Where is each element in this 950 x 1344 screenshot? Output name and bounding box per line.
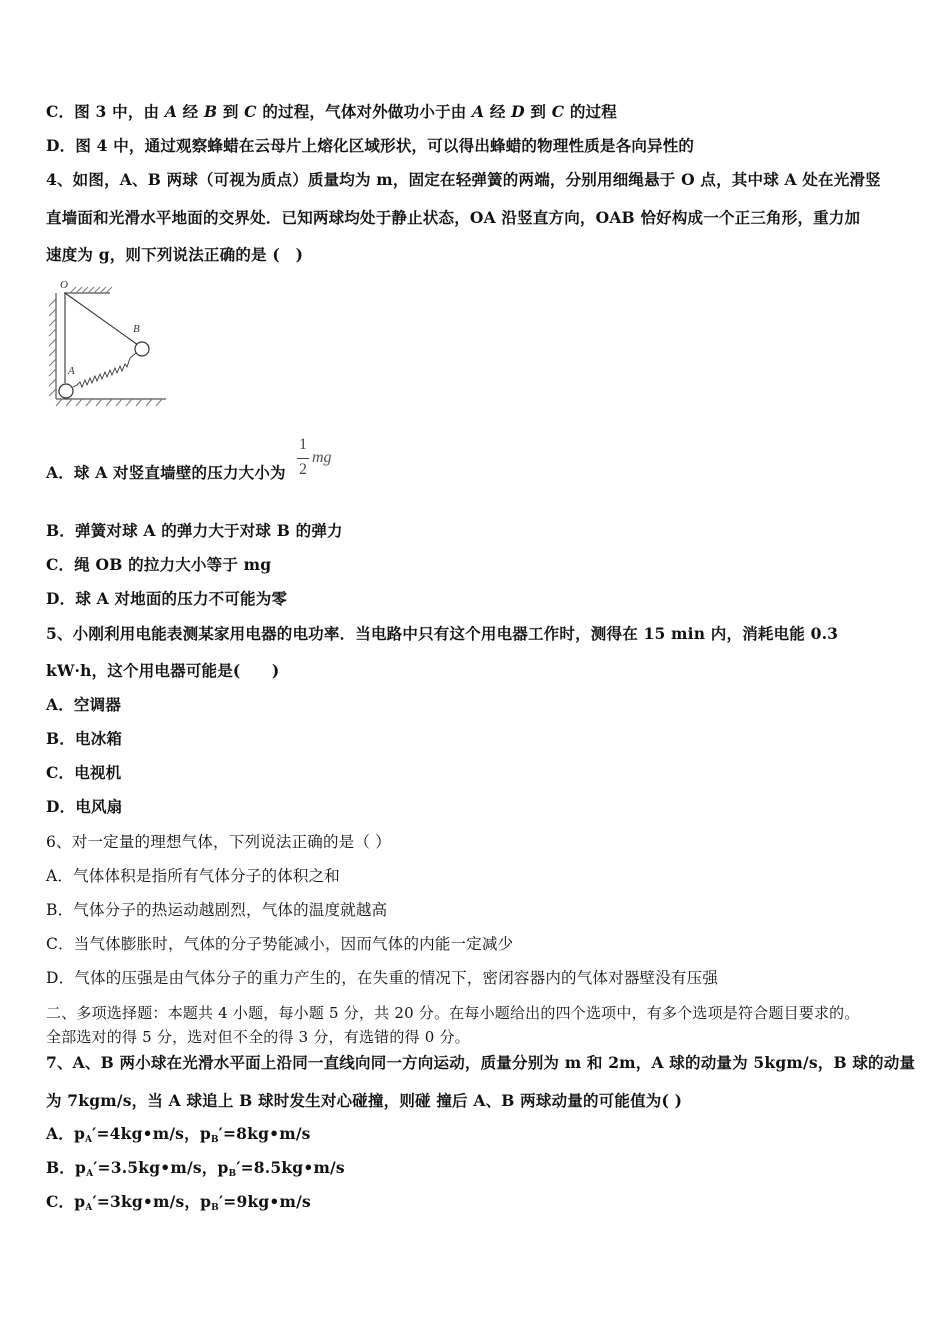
q7-option-b: B．$p_A'=3.5kg•m/s$，$p_B'=8.5kg•m/s$ <box>46 1158 345 1179</box>
label-b: B <box>133 323 140 335</box>
q5-stem-line-1: 5、小刚利用电能表测某家用电器的电功率．当电路中只有这个用电器工作时，测得在 15 min 内，消耗电能 0.3 <box>46 624 839 643</box>
section-2-header-line-2: 全部选对的得 5 分，选对但不全的得 3 分，有选错的得 0 分。 <box>46 1028 470 1046</box>
fraction-numerator: 1 <box>299 436 307 453</box>
fraction-bar <box>297 458 309 459</box>
q4-option-d: D．球 A 对地面的压力不可能为零 <box>46 589 288 608</box>
q4-stem-line-3: 速度为 g，则下列说法正确的是 ( ) <box>46 245 304 264</box>
q4-option-a: A．球 A 对竖直墙壁的压力大小为 <box>46 463 286 482</box>
q5-option-b: B．电冰箱 <box>46 729 123 748</box>
q7-stem-line-2: 为 7kgm/s，当 A 球追上 B 球时发生对心碰撞，则碰 撞后 A、B 两球动量的可能值为( ) <box>46 1091 683 1110</box>
q6-option-b: B．气体分子的热运动越剧烈，气体的温度就越高 <box>46 901 388 919</box>
q6-option-c: C．当气体膨胀时，气体的分子势能减小，因而气体的内能一定减少 <box>46 935 514 953</box>
q5-option-c: C．电视机 <box>46 763 122 782</box>
q4-stem-line-2: 直墙面和光滑水平地面的交界处．已知两球均处于静止状态，OA 沿竖直方向，OAB 恰好构成一个正三角形，重力加 <box>46 208 861 227</box>
q4-option-c: C．绳 OB 的拉力大小等于 mg <box>46 555 272 574</box>
fraction-unit: mg <box>312 449 332 466</box>
label-o: O <box>60 279 68 291</box>
q6-option-a: A．气体体积是指所有气体分子的体积之和 <box>46 867 340 885</box>
q6-stem: 6、对一定量的理想气体，下列说法正确的是（ ） <box>46 833 391 851</box>
q4-option-a-formula <box>296 436 338 484</box>
q4-spring-balls-figure <box>44 279 168 411</box>
q4-option-b: B．弹簧对球 A 的弹力大于对球 B 的弹力 <box>46 521 343 540</box>
q5-stem-line-2: kW·h，这个用电器可能是( ) <box>46 661 280 680</box>
section-2-header-line-1: 二、多项选择题：本题共 4 小题，每小题 5 分，共 20 分。在每小题给出的四个选项中，有多个选项是符合题目要求的。 <box>46 1004 860 1022</box>
label-a: A <box>68 365 75 377</box>
q7-stem-line-1: 7、A、B 两小球在光滑水平面上沿同一直线向同一方向运动，质量分别为 m 和 2m，A 球的动量为 5kgm/s，B 球的动量 <box>46 1053 916 1072</box>
q7-option-c: C．$p_A'=3kg•m/s$，$p_B'=9kg•m/s$ <box>46 1192 311 1213</box>
q3-option-c: C．图 3 中，由 A 经 B 到 C 的过程，气体对外做功小于由 A 经 D 到 C 的过程 <box>46 102 617 121</box>
q5-option-a: A．空调器 <box>46 695 122 714</box>
q3-option-d: D．图 4 中，通过观察蜂蜡在云母片上熔化区域形状，可以得出蜂蜡的物理性质是各向异性的 <box>46 136 695 155</box>
q5-option-d: D．电风扇 <box>46 797 123 816</box>
q7-option-a: A．$p_A'=4kg•m/s$，$p_B'=8kg•m/s$ <box>46 1124 311 1145</box>
q6-option-d: D．气体的压强是由气体分子的重力产生的，在失重的情况下，密闭容器内的气体对器壁没有压强 <box>46 969 719 987</box>
q4-stem-line-1: 4、如图，A、B 两球（可视为质点）质量均为 m，固定在轻弹簧的两端，分别用细绳悬于 O 点，其中球 A 处在光滑竖 <box>46 170 881 189</box>
fraction-denominator: 2 <box>299 461 307 478</box>
